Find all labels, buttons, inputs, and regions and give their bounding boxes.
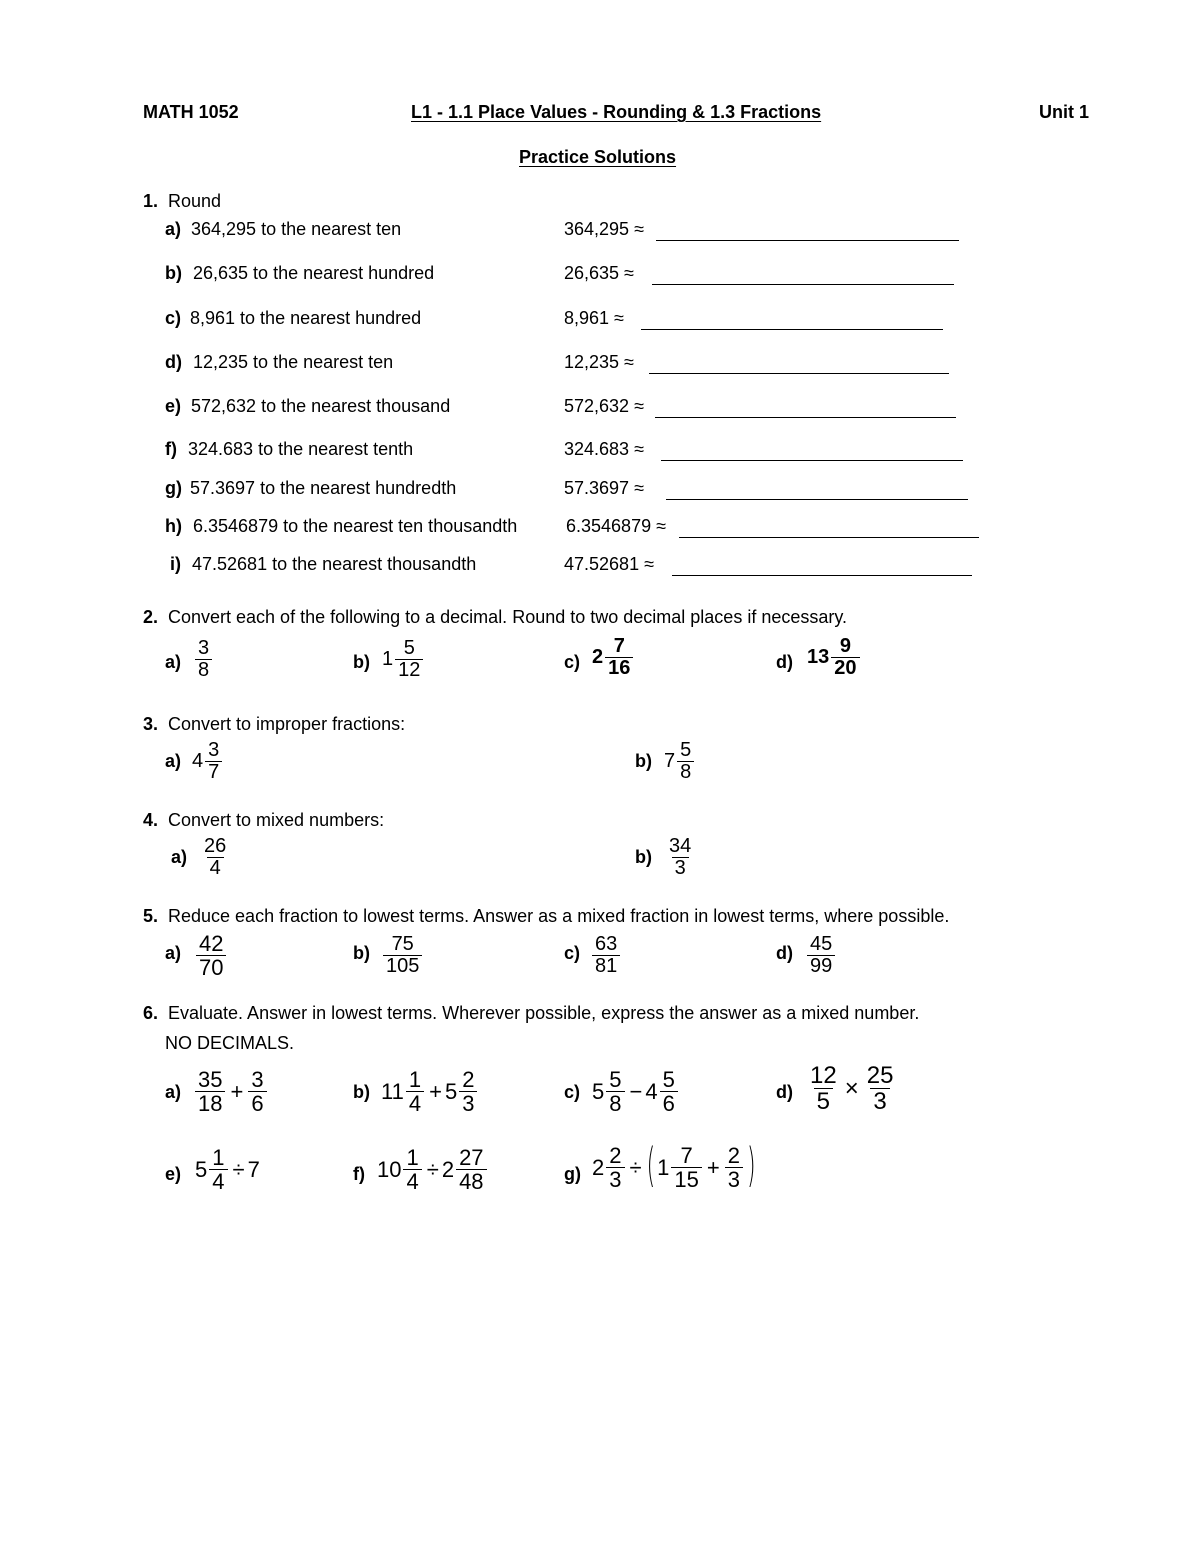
denominator: 3	[870, 1088, 889, 1114]
answer-blank[interactable]	[661, 460, 963, 461]
answer-blank[interactable]	[655, 417, 956, 418]
denominator: 15	[671, 1167, 701, 1191]
q6-label-g: g)	[564, 1164, 581, 1184]
q1-item-label: b)	[165, 263, 182, 283]
denominator: 105	[383, 955, 422, 977]
numerator: 7	[680, 1143, 693, 1168]
q6-label-d: d)	[776, 1082, 793, 1102]
q1-item-text: 324.683 to the nearest tenth	[188, 439, 414, 459]
q1-item-text: 26,635 to the nearest hundred	[193, 263, 435, 283]
numerator: 75	[391, 933, 414, 955]
left-parenthesis: (	[646, 1141, 656, 1194]
denominator: 4	[209, 1169, 227, 1193]
q4-fraction-b	[664, 836, 696, 879]
q1-prompt: Round	[168, 191, 222, 211]
numerator: 2	[609, 1143, 622, 1168]
course-code: MATH 1052	[143, 102, 239, 122]
q1-item-label: e)	[165, 396, 182, 416]
q1-item-value: 6.3546879 ≈	[566, 516, 666, 536]
q5-number: 5.	[143, 906, 159, 926]
whole-number: 1	[657, 1154, 670, 1180]
denominator: 8	[677, 761, 694, 783]
q1-item-text: 8,961 to the nearest hundred	[190, 308, 422, 328]
q1-item-value: 12,235 ≈	[564, 352, 634, 372]
numerator: 35	[198, 1067, 223, 1092]
q2-fraction-d	[807, 636, 862, 679]
numerator: 26	[204, 835, 227, 857]
q1-item-text: 364,295 to the nearest ten	[191, 219, 402, 239]
whole-number: 5	[592, 1078, 605, 1104]
numerator: 5	[403, 637, 415, 659]
q6-prompt: Evaluate. Answer in lowest terms. Wherever possible, express the answer as a mixed number.	[168, 1003, 920, 1023]
divide-operator: ÷	[426, 1156, 439, 1182]
whole-number: 4	[192, 750, 204, 772]
denominator: 4	[207, 857, 224, 879]
numerator: 25	[866, 1062, 894, 1089]
denominator: 16	[605, 657, 633, 679]
numerator: 45	[810, 933, 833, 955]
whole-number: 13	[807, 646, 830, 668]
q1-item-text: 6.3546879 to the nearest ten thousandth	[193, 516, 518, 536]
q6-expression-g	[592, 1141, 758, 1194]
q1-item-text: 12,235 to the nearest ten	[193, 352, 394, 372]
q1-item-value: 57.3697 ≈	[564, 478, 644, 498]
denominator: 3	[725, 1167, 743, 1191]
q2-fraction-a	[193, 638, 214, 681]
q4-fraction-a	[199, 836, 231, 879]
whole-number: 7	[664, 750, 676, 772]
q5-fraction-b	[381, 934, 424, 977]
denominator: 8	[195, 659, 212, 681]
q1-item-value: 572,632 ≈	[564, 396, 644, 416]
q2-fraction-b	[382, 638, 425, 681]
q5-fraction-d	[805, 934, 837, 977]
denominator: 81	[592, 955, 620, 977]
q6-label-b: b)	[353, 1082, 370, 1102]
q1-item-value: 47.52681 ≈	[564, 554, 654, 574]
q1-number: 1.	[143, 191, 159, 211]
q3-number: 3.	[143, 714, 159, 734]
numerator: 27	[459, 1145, 484, 1170]
denominator: 6	[660, 1091, 678, 1115]
denominator: 4	[403, 1169, 421, 1193]
numerator: 5	[680, 739, 692, 761]
answer-blank[interactable]	[649, 373, 949, 374]
minus-operator: −	[629, 1078, 643, 1104]
q3-label-a: a)	[165, 751, 182, 771]
numerator: 5	[609, 1067, 622, 1092]
q6-label-e: e)	[165, 1164, 182, 1184]
q1-item-text: 572,632 to the nearest thousand	[191, 396, 451, 416]
answer-blank[interactable]	[679, 537, 979, 538]
numerator: 3	[251, 1067, 264, 1092]
q6-expression-e	[195, 1146, 260, 1193]
q4-label-a: a)	[171, 847, 188, 867]
numerator: 34	[669, 835, 692, 857]
denominator: 5	[814, 1088, 833, 1114]
q6-label-a: a)	[165, 1082, 182, 1102]
q1-item-value: 324.683 ≈	[564, 439, 644, 459]
numerator: 3	[208, 739, 220, 761]
whole-number: 10	[377, 1156, 402, 1182]
unit-label: Unit 1	[1039, 102, 1090, 122]
whole-number: 7	[247, 1156, 260, 1182]
q2-prompt: Convert each of the following to a decimal. Round to two decimal places if necessary.	[168, 607, 848, 627]
q6-number: 6.	[143, 1003, 159, 1023]
q1-item-label: c)	[165, 308, 182, 328]
answer-blank[interactable]	[656, 240, 959, 241]
q2-label-a: a)	[165, 652, 182, 672]
q6-expression-f	[377, 1146, 489, 1193]
q2-label-d: d)	[776, 652, 793, 672]
numerator: 12	[810, 1062, 837, 1089]
whole-number: 2	[592, 646, 604, 668]
q6-expression-a	[193, 1068, 269, 1115]
whole-number: 2	[592, 1154, 605, 1180]
denominator: 8	[606, 1091, 624, 1115]
numerator: 2	[727, 1143, 741, 1168]
denominator: 18	[195, 1091, 225, 1115]
denominator: 99	[807, 955, 835, 977]
plus-operator: +	[429, 1078, 442, 1104]
q1-item-label: d)	[165, 352, 182, 372]
plus-operator: +	[230, 1078, 244, 1104]
denominator: 3	[459, 1091, 477, 1115]
denominator: 7	[205, 761, 222, 783]
right-parenthesis: )	[747, 1141, 756, 1194]
q6-expression-b	[381, 1068, 479, 1115]
denominator: 70	[196, 955, 226, 979]
q1-item-label: i)	[170, 554, 181, 574]
denominator: 6	[248, 1091, 266, 1115]
answer-blank[interactable]	[652, 284, 954, 285]
whole-number: 2	[441, 1156, 455, 1182]
q3-fraction-a	[192, 740, 224, 783]
denominator: 3	[606, 1167, 624, 1191]
answer-blank[interactable]	[672, 575, 972, 576]
whole-number: 5	[444, 1078, 458, 1104]
denominator: 12	[395, 659, 423, 681]
q2-label-b: b)	[353, 652, 370, 672]
q6-label-f: f)	[353, 1164, 365, 1184]
q2-fraction-c	[592, 636, 635, 679]
q5-label-c: c)	[564, 943, 581, 963]
q1-item-value: 26,635 ≈	[564, 263, 634, 283]
answer-blank[interactable]	[641, 329, 943, 330]
numerator: 1	[406, 1145, 419, 1170]
q1-item-label: g)	[165, 478, 182, 498]
numerator: 63	[595, 933, 618, 955]
q4-prompt: Convert to mixed numbers:	[168, 810, 385, 830]
divide-operator: ÷	[232, 1156, 245, 1182]
q2-number: 2.	[143, 607, 159, 627]
denominator: 48	[456, 1169, 486, 1193]
q5-label-a: a)	[165, 943, 182, 963]
q5-fraction-c	[590, 934, 622, 977]
times-operator: ×	[844, 1074, 859, 1102]
numerator: 42	[199, 931, 224, 956]
worksheet-title: L1 - 1.1 Place Values - Rounding & 1.3 Fractions	[411, 102, 822, 122]
q1-item-label: h)	[165, 516, 182, 536]
q5-prompt: Reduce each fraction to lowest terms. Answer as a mixed fraction in lowest terms, where possible.	[168, 906, 950, 926]
denominator: 3	[672, 857, 689, 879]
q5-fraction-a	[194, 932, 228, 979]
q6-label-c: c)	[564, 1082, 581, 1102]
q6-expression-d	[805, 1063, 898, 1114]
q3-label-b: b)	[635, 751, 652, 771]
q2-label-c: c)	[564, 652, 581, 672]
q1-item-label: f)	[165, 439, 177, 459]
q1-item-label: a)	[165, 219, 182, 239]
q4-number: 4.	[143, 810, 159, 830]
q4-label-b: b)	[635, 847, 652, 867]
q6-prompt-note: NO DECIMALS.	[165, 1033, 295, 1053]
numerator: 5	[662, 1067, 675, 1092]
whole-number: 11	[381, 1078, 404, 1104]
q1-item-value: 364,295 ≈	[564, 219, 644, 239]
numerator: 1	[408, 1067, 422, 1092]
numerator: 2	[462, 1067, 475, 1092]
whole-number: 4	[645, 1078, 658, 1104]
page-subtitle: Practice Solutions	[519, 147, 677, 167]
q3-fraction-b	[664, 740, 696, 783]
numerator: 1	[212, 1145, 225, 1170]
numerator: 3	[198, 637, 210, 659]
q3-prompt: Convert to improper fractions:	[168, 714, 406, 734]
q6-expression-c	[592, 1068, 680, 1115]
denominator: 4	[406, 1091, 424, 1115]
whole-number: 5	[195, 1156, 208, 1182]
denominator: 20	[831, 657, 859, 679]
numerator: 9	[839, 635, 851, 657]
q5-label-b: b)	[353, 943, 370, 963]
q1-item-value: 8,961 ≈	[564, 308, 624, 328]
q1-item-text: 47.52681 to the nearest thousandth	[192, 554, 477, 574]
numerator: 7	[613, 635, 625, 657]
divide-operator: ÷	[629, 1154, 642, 1180]
answer-blank[interactable]	[666, 499, 968, 500]
whole-number: 1	[382, 648, 394, 670]
q1-item-text: 57.3697 to the nearest hundredth	[190, 478, 457, 498]
plus-operator: +	[706, 1154, 720, 1180]
q5-label-d: d)	[776, 943, 793, 963]
